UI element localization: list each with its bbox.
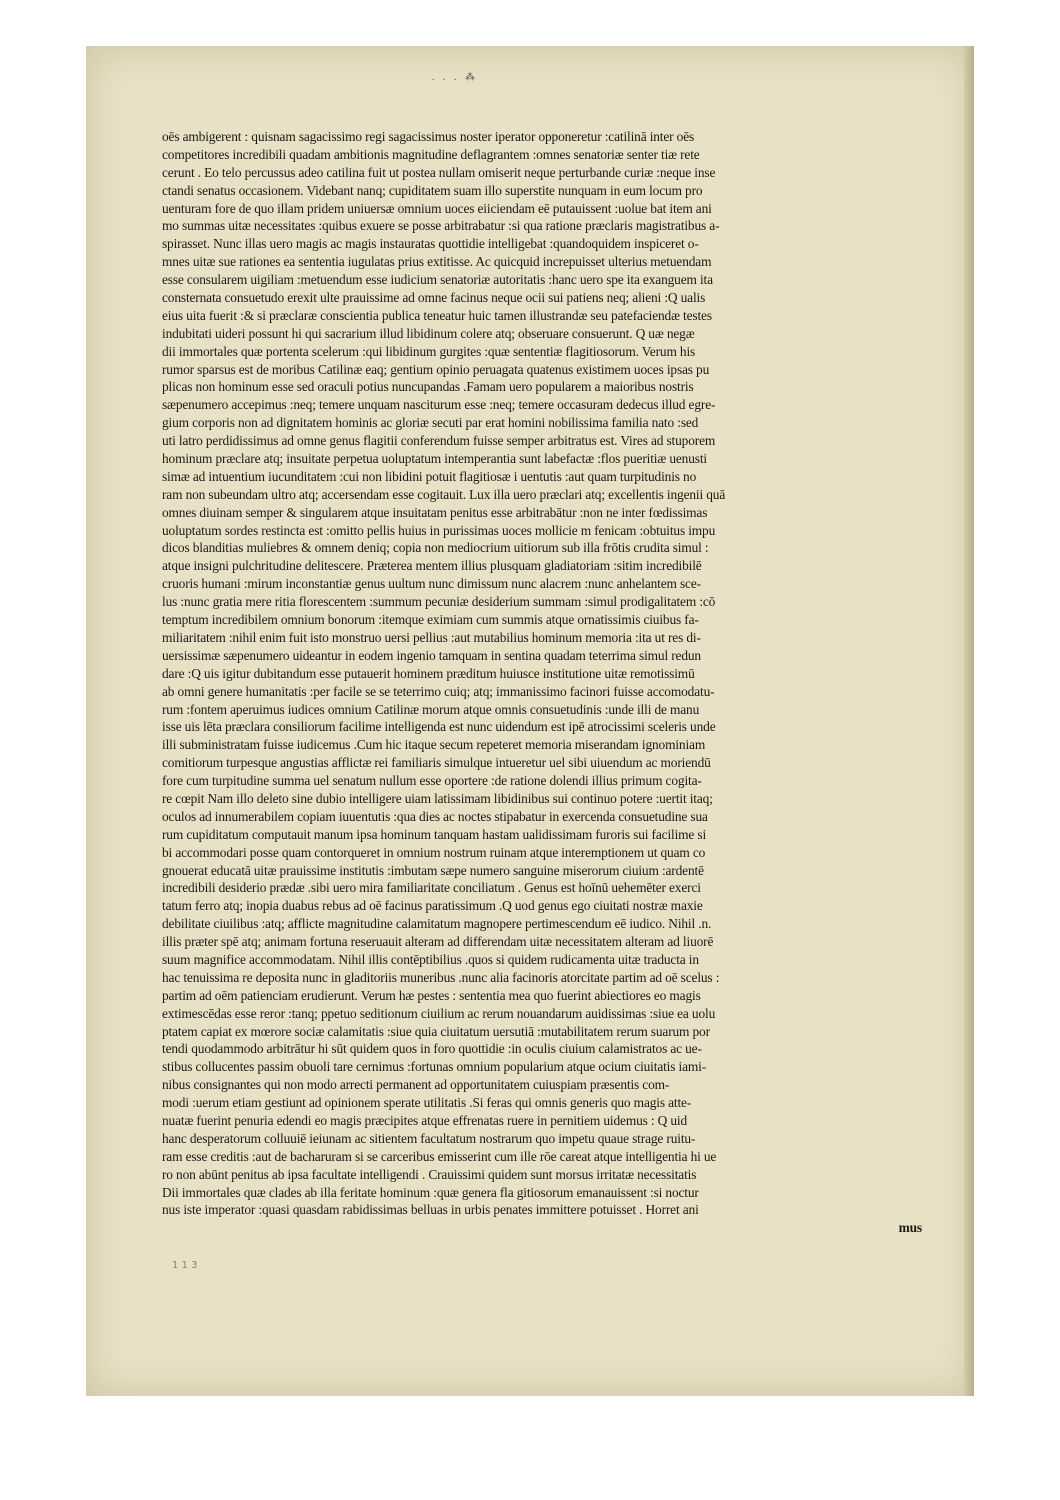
text-line: simæ ad intuentium iucunditatem :cui non libidini potuit flagitiosæ i uentutis :aut quam turpitudinis no (162, 468, 697, 484)
text-line: illi subministratam fuisse iudicemus .Cum hic itaque secum repeteret memoria miserandam ignominiam (162, 737, 706, 753)
text-line: ram esse creditis :aut de bacharuram si se carceribus emisserint cum ille rōe careat atque intelligentia hi ue (162, 1148, 717, 1164)
page-edge (964, 46, 974, 1396)
text-line: rum cupiditatum computauit manum ipsa hominum tanquam hastam ualidissimam furoris sui facilime si (162, 826, 707, 842)
text-line: oēs ambigerent : quisnam sagacissimo regi sagacissimus noster iperator opponeretur :catilinā inter oēs (162, 129, 695, 144)
text-line: lus :nunc gratia mere ritia florescentem :summum pecuniæ desiderium summam :simul prodigalitatem :cō (162, 594, 716, 610)
text-line: Dii immortales quæ clades ab illa feritate hominum :quæ genera fla gitiosorum emanauissent :si noctur (162, 1184, 699, 1200)
text-line: debilitate ciuilibus :atq; afflicte magnitudine calamitatum magnopere pertimescendum eē iudico. Nihil .n. (162, 916, 712, 932)
text-line: cruoris humani :mirum inconstantiæ genus uultum nunc dimissum nunc alacrem :nunc anhelantem sce- (162, 576, 701, 592)
text-line: competitores incredibili quadam ambitionis magnitudine deflagrantem :omnes senatoriæ senter tiæ rete (162, 146, 700, 162)
text-line: partim ad oēm patienciam erudierunt. Verum hæ pestes : sententia mea quo fuerint abiectiores eo magis (162, 987, 701, 1003)
text-line: miliaritatem :nihil enim fuit isto monstruo uersi pellius :aut mutabilius hominum memoria :ita ut res di- (162, 629, 701, 645)
text-line: uti latro perdidissimus ad omne genus flagitii conferendum fuisse semper arbitratus est. Vires ad stuporem (162, 433, 716, 449)
text-line: dii immortales quæ portenta scelerum :qui libidinum gurgites :quæ sententiæ flagitiosorum. Verum his (162, 343, 696, 359)
signature-mark: . . . ⁂ (432, 72, 478, 83)
text-line: hominum præclare atq; insuitate perpetua uoluptatum intemperantia sunt labefactæ :flos pueritiæ uenusti (162, 451, 707, 467)
text-line: omnes diuinam semper & singularem atque insuitatam penitus esse arbitrabātur :non ne inter fœdissimas (162, 504, 708, 520)
text-line: ram non subeundam ultro atq; accersendam esse cogitauit. Lux illa uero præclari atq; excellentis ingenii quā (162, 486, 726, 502)
text-line: rumor sparsus est de moribus Catilinæ eaq; gentium opinio peruagata quatenus existimem uoces ipsas pu (162, 361, 710, 377)
text-line: stibus collucentes passim obuoli tare cernimus :fortunas omnium popularium atque ocium ciuitatis iami- (162, 1059, 707, 1075)
text-line: isse uis lēta præclara consiliorum facilime intelligenda est nunc uidendum est ipē atrocissimi sceleris unde (162, 719, 716, 735)
leaf-number: 1 1 3 (172, 1260, 198, 1271)
text-line: mo summas uitæ necessitates :quibus exuere se posse arbitrabatur :si qua ratione præclaris magistratibus a- (162, 218, 720, 234)
text-line: hac tenuissima re deposita nunc in gladitoriis muneribus .nunc alia facinoris atorcitate partim ad oē scelus : (162, 969, 720, 985)
text-line: nuatæ fuerint penuria edendi eo magis præcipites atque effrenatas ruere in pernitiem uidemus : Q uid (162, 1112, 688, 1128)
text-line: spirasset. Nunc illas uero magis ac magis instauratas quottidie intelligebat :quandoquidem inspiceret o- (162, 236, 699, 252)
text-line: uersissimæ sæpenumero uideantur in eodem ingenio tamquam in sentina quadam teterrima simul redun (162, 647, 701, 663)
text-line: sæpenumero accepimus :neq; temere unquam nasciturum esse :neq; temere occasuram dedecus illud egre- (162, 397, 716, 413)
text-line: nus iste imperator :quasi quasdam rabidissimas belluas in urbis penates immittere potuisset . Horret ani (162, 1202, 699, 1218)
text-line: ro non abūnt penitus ab ipsa facultate intelligendi . Crauissimi quidem sunt morsus irritatæ necessitatis (162, 1166, 697, 1182)
text-line: extimescēdas esse reror :tanq; ppetuo seditionum ciuilium ac rerum nouandarum auidissimas :siue ea uolu (162, 1005, 716, 1021)
text-line: mnes uitæ sue rationes ea sententia iugulatas prius extitisse. Ac quicquid increpuisset ulterius metuendam (162, 254, 712, 270)
text-line: hanc desperatorum colluuiē ieiunam ac sitientem facultatum nostrarum quo impetu quaue strage ruitu- (162, 1130, 696, 1146)
text-line: dare :Q uis igitur dubitandum esse putauerit hominem præditum huiusce institutione uitæ remotissimū (162, 665, 695, 681)
text-line: temptum incredibilem omnium bonorum :itemque eximiam cum summis atque ornatissimis ciuibus fa- (162, 612, 699, 628)
text-line: uenturam fore de quo illam pridem uniuersæ omnium uoces eiiciendam eē putauissent :uolue bat item ani (162, 200, 712, 216)
text-line: illis præter spē atq; animam fortuna reseruauit alteram ad differendam uitæ necessitatem alteram ad liuorē (162, 934, 714, 950)
text-block (162, 128, 932, 1237)
text-line: gium corporis non ad dignitatem hominis ac gloriæ secuti par erat homini nobilissima familia nato :sed (162, 415, 699, 431)
text-line: ab omni genere humanitatis :per facile se se teterrimo cuiq; atq; immanissimo facinori fuisse accomodatu- (162, 683, 715, 699)
catchword: mus (898, 1220, 922, 1236)
text-line: comitiorum turpesque angustias afflictæ rei familiaris simulque intueretur uel sibi uiuendum ac moriendū (162, 755, 711, 771)
text-line: tatum ferro atq; inopia duabus rebus ad oē facinus paratissimum .Q uod genus ego ciuitati nostræ maxie (162, 898, 703, 914)
text-line: uoluptatum sordes restincta est :omitto pellis huius in purissimas uoces mollicie m fenicam :obtuitus impu (162, 522, 716, 538)
text-line: gnouerat educatā uitæ prauissime institutis :imbutam sæpe numero sanguine miserorum ciuium :ardentē (162, 862, 704, 878)
text-line: dicos blanditias muliebres & omnem deniq; copia non mediocrium uitiorum sub illa frōtis crudita simul : (162, 540, 709, 556)
text-line: ptatem capiat ex mœrore sociæ calamitatis :siue quia ciuitatum uersutiā :mutabilitatem rerum suarum por (162, 1023, 710, 1039)
text-line: indubitati uideri possunt hi qui sacrarium illud libidinum colere atq; obseruare consuerunt. Q uæ negæ (162, 325, 695, 341)
text-line: modi :uerum etiam gestiunt ad opinionem sperate utilitatis .Si feras qui omnis generis quo magis atte- (162, 1095, 692, 1111)
text-line: atque insigni pulchritudine delitescere. Præterea mentem illius plusquam gladiatoriam :sitim incredibilē (162, 558, 702, 574)
text-line: eius uita fuerit :& si præclaræ conscientia publica teneatur huic tamen illustrandæ seu patefaciendæ testes (162, 307, 712, 323)
text-line: suum magnifice accommodatam. Nihil illis contēptibilius .quos si quidem rudicamenta uitæ traducta in (162, 951, 699, 967)
text-line: tendi quodammodo arbitrātur hi sūt quidem quos in foro quottidie :in oculis ciuium calamistratos ac ue- (162, 1041, 702, 1057)
text-line: nibus consignantes qui non modo arrecti permanent ad opportunitatem cuiuspiam præsentis com- (162, 1077, 670, 1093)
text-line: consternata consuetudo erexit ulte prauissime ad omne facinus neque ocii sui patiens neq; alieni :Q ualis (162, 290, 706, 306)
text-line: esse consularem uigiliam :metuendum esse iudicium senatoriæ autoritatis :hanc uero spe ita exanguem ita (162, 272, 713, 288)
text-line: rum :fontem aperuimus iudices omnium Catilinæ morum atque omnis consuetudinis :unde illi de manu (162, 701, 700, 717)
text-line: oculos ad innumerabilem copiam iuuentutis :qua dies ac noctes stipabatur in exercenda consuetudine sua (162, 808, 708, 824)
text-line: re cœpit Nam illo deleto sine dubio intelligere uiam latissimam libidinibus sui continuo potere :uertit itaq; (162, 790, 713, 806)
text-line: incredibili desiderio prædæ .sibi uero mira familiaritate conciliatum . Genus est hoīnū uehemēter exerci (162, 880, 701, 896)
text-line: bi accommodari posse quam contorqueret in omnium nostrum ruinam atque interemptionem ut quam co (162, 844, 706, 860)
text-line: fore cum turpitudine summa uel senatum nullum esse oportere :de ratione dolendi illius primum cogita- (162, 773, 702, 789)
text-line: plicas non hominum esse sed oraculi potius nuncupandas .Famam uero popularem a maioribus nostris (162, 379, 694, 395)
text-line: cerunt . Eo telo percussus adeo catilina fuit ut postea nullam omiserit neque perturbande curiæ :neque inse (162, 164, 716, 180)
text-line: ctandi senatus occasionem. Videbant nanq; cupiditatem suam illo superstite nunquam in eum locum pro (162, 182, 703, 198)
